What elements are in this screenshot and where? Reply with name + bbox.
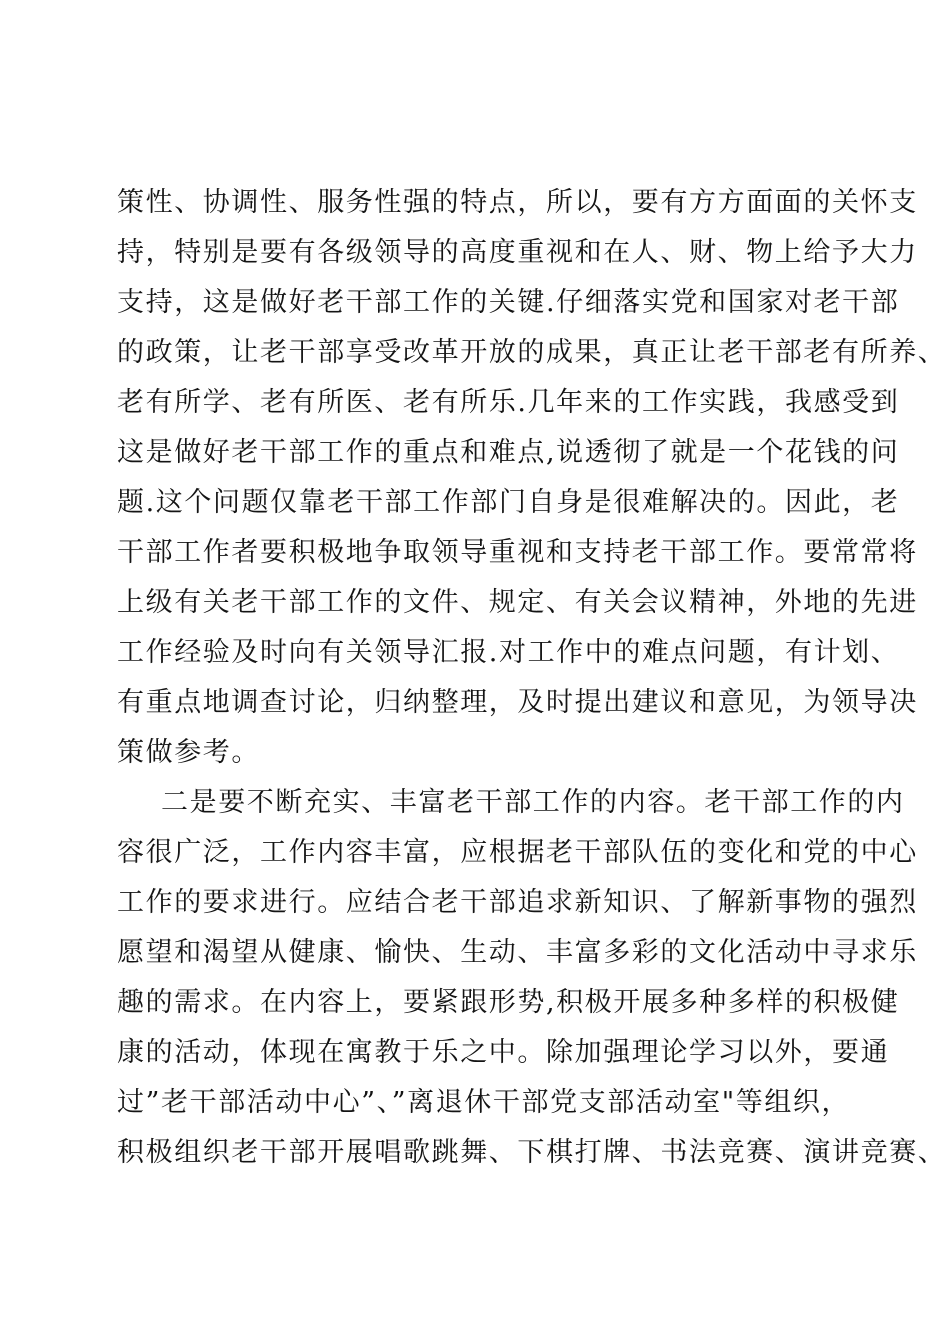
text-line: 策做参考。 xyxy=(117,737,260,768)
body-text xyxy=(117,178,947,1178)
text-line: 容很广泛，工作内容丰富，应根据老干部队伍的变化和党的中心 xyxy=(117,837,918,868)
text-line: 愿望和渴望从健康、愉快、生动、丰富多彩的文化活动中寻求乐 xyxy=(117,937,918,968)
text-line: 康的活动，体现在寓教于乐之中。除加强理论学习以外，要通 xyxy=(117,1037,890,1068)
text-line: 支持，这是做好老干部工作的关键.仔细落实党和国家对老干部 xyxy=(117,287,900,318)
text-line: 策性、协调性、服务性强的特点，所以，要有方方面面的关怀支 xyxy=(117,187,918,218)
paragraph-first-line: 二是要不断充实、丰富老干部工作的内容。老干部工作的内 xyxy=(161,787,905,818)
text-line: 过”老干部活动中心”、”离退休干部党支部活动室"等组织， xyxy=(117,1087,851,1118)
text-line: 干部工作者要积极地争取领导重视和支持老干部工作。要常常将 xyxy=(117,537,918,568)
text-line: 持，特别是要有各级领导的高度重视和在人、财、物上给予大力 xyxy=(117,237,918,268)
text-line: 题.这个问题仅靠老干部工作部门自身是很难解决的。因此，老 xyxy=(117,487,900,518)
text-line: 这是做好老干部工作的重点和难点,说透彻了就是一个花钱的问 xyxy=(117,437,900,468)
text-line: 老有所学、老有所医、老有所乐.几年来的工作实践，我感受到 xyxy=(117,387,900,418)
text-line: 上级有关老干部工作的文件、规定、有关会议精神，外地的先进 xyxy=(117,587,918,618)
text-line: 的政策，让老干部享受改革开放的成果，真正让老干部老有所养、 xyxy=(117,337,947,368)
text-line: 工作经验及时向有关领导汇报.对工作中的难点问题，有计划、 xyxy=(117,637,900,668)
text-line: 工作的要求进行。应结合老干部追求新知识、了解新事物的强烈 xyxy=(117,887,918,918)
text-line: 趣的需求。在内容上，要紧跟形势,积极开展多种多样的积极健 xyxy=(117,987,900,1018)
text-line: 有重点地调查讨论，归纳整理，及时提出建议和意见，为领导决 xyxy=(117,687,918,718)
text-line: 积极组织老干部开展唱歌跳舞、下棋打牌、书法竞赛、演讲竞赛、 xyxy=(117,1137,947,1168)
